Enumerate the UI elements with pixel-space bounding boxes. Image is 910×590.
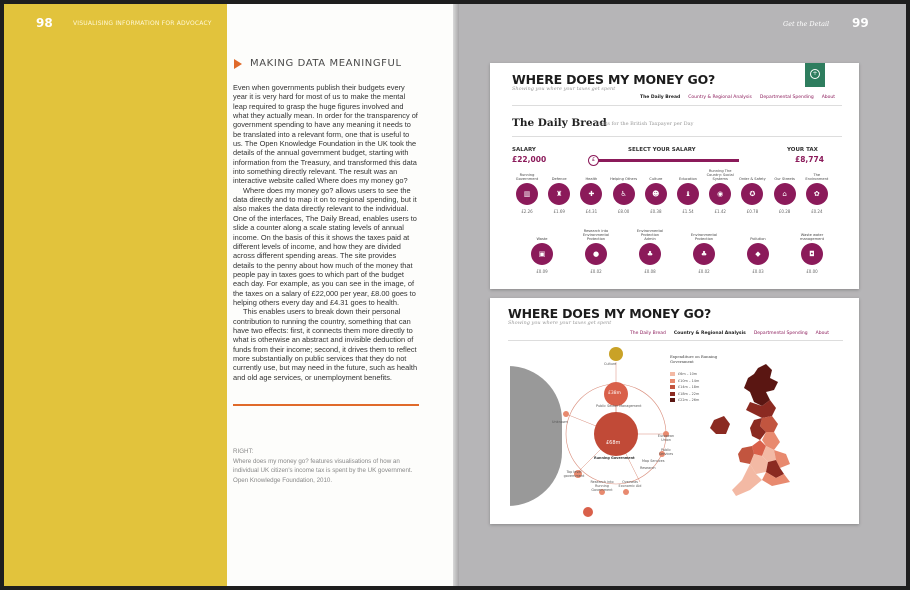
category-house[interactable]	[770, 171, 800, 214]
building-icon: ▥	[516, 183, 538, 205]
category-amount: £0.08	[644, 269, 656, 274]
left-yellow-band	[4, 4, 227, 586]
category-mask[interactable]	[641, 171, 671, 214]
nav-about[interactable]: About	[821, 95, 835, 100]
police-icon: ✪	[741, 183, 763, 205]
legend-item	[670, 379, 699, 383]
wheelchair-icon: ♿	[613, 183, 635, 205]
category-wheelchair[interactable]	[609, 171, 639, 214]
category-police[interactable]	[737, 171, 767, 214]
region-scotland-north[interactable]	[744, 364, 778, 406]
tree-icon: ♣	[693, 243, 715, 265]
category-name: Environmental Protection Admin	[636, 229, 664, 241]
divider	[512, 105, 842, 106]
category-doctor[interactable]	[576, 171, 606, 214]
center-value: £68m	[606, 440, 621, 446]
category-amount: £0.09	[536, 269, 548, 274]
screenshot-regional-analysis	[490, 298, 859, 524]
nav-daily-bread[interactable]: The Daily Bread	[640, 95, 681, 100]
culture-bubble[interactable]	[609, 347, 623, 361]
divider	[512, 136, 842, 137]
category-amount: £1.54	[682, 209, 694, 214]
bin-icon: ▣	[531, 243, 553, 265]
legend-label: £22m – 26m	[678, 398, 700, 402]
category-building[interactable]	[512, 171, 542, 214]
paragraph-1: Even when governments publish their budgets every year it is very hard for most of us to make the mental leap required to grasp the huge figures involved and what they actually mean. In order for the transparency of government spending to have any meaning it needs to be translated into a relevant form, one that is useful to us. The Open Knowledge Foundation in the UK took the details of the annual government budget, starting with information from the Treasury, and transformed this data into something directly relevant. The result was an interactive website called Where does my money go?	[233, 83, 418, 186]
legend-swatch	[670, 398, 675, 402]
legend-swatch	[670, 385, 675, 389]
category-name: Order & Safety	[738, 177, 766, 181]
category-amount: £8.00	[617, 209, 630, 214]
tax-value: £8,774	[795, 155, 824, 164]
category-name: Waste	[536, 237, 548, 241]
orange-rule	[233, 404, 419, 406]
leaf-icon: ✿	[806, 183, 828, 205]
spending-bubble-diagram	[530, 342, 680, 522]
soldier-icon: ♜	[548, 183, 570, 205]
nav-about[interactable]: About	[815, 331, 829, 336]
unknown-bubble[interactable]	[563, 411, 569, 417]
research-running-label: Research into Running Government	[590, 480, 614, 492]
culture-label: Culture	[604, 362, 617, 366]
category-toilet[interactable]	[797, 231, 827, 274]
legend-item	[670, 372, 697, 376]
category-amount: £1.42	[714, 209, 726, 214]
legend-label: £14m – 18m	[678, 385, 700, 389]
graduate-icon: ♝	[677, 183, 699, 205]
category-name: Helping Others	[610, 177, 638, 181]
doctor-icon: ✚	[580, 183, 602, 205]
legend-item	[670, 398, 699, 402]
category-amount: £1.69	[553, 209, 565, 214]
legend-item	[670, 392, 699, 396]
category-leaf[interactable]	[802, 171, 832, 214]
category-name: Education	[679, 177, 697, 181]
toilet-icon: ◘	[801, 243, 823, 265]
legend-item	[670, 385, 699, 389]
eu-label: European Union	[657, 434, 675, 442]
section-heading	[234, 58, 402, 69]
public-services-label: Public Services	[658, 448, 674, 456]
app-subtitle: Showing you where your taxes get spent	[512, 86, 616, 92]
public-sector-label: Public Sector Management	[596, 404, 642, 408]
category-tree[interactable]	[635, 231, 665, 274]
dot-icon: ●	[585, 243, 607, 265]
top-level-label: Top level government	[563, 470, 585, 478]
category-amount: £0.02	[698, 269, 710, 274]
category-bin[interactable]	[527, 231, 557, 274]
category-name: The Environment	[805, 173, 829, 181]
plus-icon: +	[810, 69, 820, 79]
app-nav	[640, 95, 835, 100]
screenshot-daily-bread	[490, 63, 859, 289]
pig-icon: ◉	[709, 183, 731, 205]
legend-label: £10m – 14m	[678, 378, 700, 383]
category-dot[interactable]	[581, 231, 611, 274]
house-icon: ⌂	[774, 183, 796, 205]
running-head-left: VISUALISING INFORMATION FOR ADVOCACY	[73, 20, 212, 27]
research-label: Research	[640, 466, 656, 470]
page-number-right: 99	[852, 16, 869, 30]
category-amount: £0.28	[778, 209, 791, 214]
category-amount: £2.26	[521, 209, 533, 214]
tree-icon: ♣	[639, 243, 661, 265]
category-drop[interactable]	[743, 231, 773, 274]
category-amount: £0.02	[590, 269, 602, 274]
nav-country-regional[interactable]: Country & Regional Analysis	[673, 331, 746, 336]
page-number-left: 98	[36, 16, 53, 30]
category-name: Running Government	[515, 173, 539, 181]
daily-bread-title: The Daily Bread	[512, 117, 607, 129]
category-tree[interactable]	[689, 231, 719, 274]
triangle-arrow-icon	[234, 59, 242, 69]
category-name: Our Streets	[774, 177, 795, 181]
nav-country-regional[interactable]: Country & Regional Analysis	[688, 95, 752, 100]
share-badge[interactable]	[805, 63, 825, 87]
overseas-bubble[interactable]	[623, 489, 629, 495]
white-edge	[490, 358, 510, 518]
category-amount: £0.38	[650, 209, 662, 214]
uk-map	[700, 362, 840, 520]
paragraph-2: Where does my money go? allows users to see the data directly and to map it on to regional spending, but it also makes the data directly relevant to the individual. One of the interfaces, The Daily Bread, enables users to slide a counter along a scale stating levels of annual income. On the basis of this it shows the taxes paid at different levels of income, and how they are divided across different spending areas. The site provides details to the penny about how much of the money that people pay in taxes goes to which part of the budget each day. For example, as you can see in the image, of the taxes on a salary of £22,000 per year, £8.00 goes to helping others every day and £4.31 goes to health.	[233, 185, 417, 307]
top-value: £38m	[608, 391, 621, 396]
legend-title: Expenditure on Running Government	[670, 354, 718, 364]
running-government-bubble[interactable]	[594, 412, 638, 456]
category-name: Waste water management	[799, 233, 825, 241]
drop-icon: ◆	[747, 243, 769, 265]
legend-swatch	[670, 372, 675, 376]
app-subtitle: Showing you where your taxes get spent	[508, 320, 612, 326]
running-head-right: Get the Detail	[783, 20, 830, 28]
unknown-label: Unknown	[552, 420, 568, 424]
salary-slider-thumb[interactable]: £	[588, 155, 599, 166]
body-text	[233, 83, 419, 382]
caption	[233, 447, 419, 485]
paragraph-3: This enables users to break down their personal contribution to running the country, something that can have two effects: first, it connects them more directly to what is otherwise an abstract and invisible deduction of funds from their income; second, it drives them to reflect more substantially on public services that they do not currently use, but may need in the future, such as health and old age services, or unemployment benefits.	[233, 307, 418, 382]
region-northern-ireland[interactable]	[710, 416, 730, 434]
legend-swatch	[670, 392, 675, 396]
caption-label: RIGHT:	[233, 448, 254, 455]
category-amount: £0.00	[806, 269, 818, 274]
category-name: Running The Country: Social Systems	[706, 169, 734, 181]
category-graduate[interactable]	[673, 171, 703, 214]
app-title: WHERE DOES MY MONEY GO?	[512, 72, 716, 87]
app-nav	[630, 331, 829, 336]
tax-label: YOUR TAX	[787, 147, 818, 153]
daily-bread-subtitle: Costs for the British Taxpayer per Day	[596, 121, 694, 127]
nav-departmental[interactable]: Departmental Spending	[753, 331, 808, 336]
section-title: MAKING DATA MEANINGFUL	[250, 58, 402, 69]
mask-icon: ☻	[645, 183, 667, 205]
category-amount: £0.78	[746, 209, 759, 214]
salary-value: £22,000	[512, 155, 547, 164]
nav-daily-bread[interactable]: The Daily Bread	[630, 331, 666, 336]
app-title: WHERE DOES MY MONEY GO?	[508, 306, 712, 321]
nav-departmental[interactable]: Departmental Spending	[759, 95, 814, 100]
legend-label: £6m – 10m	[678, 372, 698, 376]
divider	[508, 340, 843, 341]
small-bubble[interactable]	[583, 507, 593, 517]
salary-slider-track[interactable]	[593, 159, 739, 162]
category-name: Health	[585, 177, 598, 181]
category-name: Pollution	[750, 237, 766, 241]
legend-label: £18m – 22m	[678, 391, 700, 396]
caption-text: Where does my money go? features visualisations of how an individual UK citizen's income tax is spent by the UK government. Open Knowledge Foundation, 2010.	[233, 457, 413, 484]
category-amount: £0.03	[752, 269, 764, 274]
overseas-label: Overseas Economic Aid	[618, 480, 642, 488]
center-label: Running Government	[594, 456, 635, 460]
legend-swatch	[670, 379, 675, 383]
category-pig[interactable]	[705, 171, 735, 214]
category-soldier[interactable]	[544, 171, 574, 214]
category-name: Environmental Protection	[690, 233, 718, 241]
slider-label: SELECT YOUR SALARY	[628, 147, 696, 153]
category-amount: £4.31	[585, 209, 598, 214]
salary-label: SALARY	[512, 147, 536, 153]
map-services-label: Map Services	[642, 459, 665, 463]
category-name: Defence	[551, 177, 567, 181]
category-name: Culture	[649, 177, 663, 181]
category-amount: £0.24	[811, 209, 823, 214]
category-name: Research into Environmental Protection	[582, 229, 610, 241]
